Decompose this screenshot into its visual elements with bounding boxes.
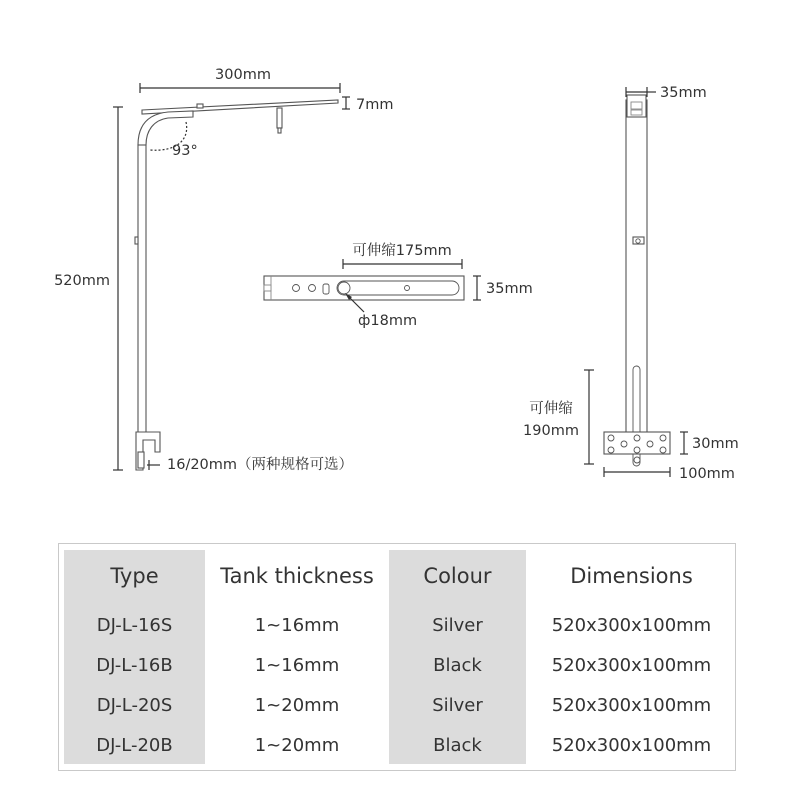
hole-diameter-label: ф18mm [358,313,418,329]
table-cell-type: DJ-L-20S [96,695,173,716]
arm-hole [293,285,300,292]
bend-joint [138,111,193,145]
table-cell-dimensions: 520x300x100mm [551,655,712,676]
arm-width-label: 35mm [486,281,533,297]
base-hole [647,441,653,447]
clamp-size-label: 16/20mm（两种规格可选） [167,457,354,473]
header-dimensions: Dimensions [570,564,693,588]
table-cell-thickness: 1~20mm [254,695,340,716]
base-hole [634,447,640,453]
table-cell-colour: Black [433,655,482,676]
arm-notch [264,285,271,291]
arm-slot-end [338,282,350,294]
arm-peg-tip [278,128,281,133]
table-cell-thickness: 1~16mm [254,655,340,676]
table-cell-colour: Black [433,735,482,756]
base-hole [634,457,640,463]
spec-table [58,543,736,771]
angle-label: 93° [172,143,198,159]
base-width-label: 100mm [679,466,735,482]
base-hole [621,441,627,447]
arm-thickness-label: 7mm [356,97,394,113]
table-cell-dimensions: 520x300x100mm [551,735,712,756]
base-height-label: 30mm [692,436,739,452]
table-cell-colour: Silver [432,615,483,636]
base-hole [608,435,614,441]
pole-knob [135,237,138,244]
header-colour: Colour [423,564,492,588]
front-extend-label-line1: 可伸缩 [529,401,573,417]
arm-knob [197,104,203,108]
front-extend-label-line2: 190mm [523,423,579,439]
header-type: Type [110,564,159,588]
table-cell-thickness: 1~16mm [254,615,340,636]
front-knob-hole [636,239,640,243]
base-hole [660,435,666,441]
arm-slot-pin [405,286,410,291]
vertical-pole [138,145,146,435]
side-view [54,67,393,473]
table-cell-dimensions: 520x300x100mm [551,695,712,716]
header-tank-thickness: Tank thickness [220,564,374,588]
table-cell-type: DJ-L-16B [96,655,173,676]
table-cell-type: DJ-L-16S [96,615,173,636]
side-height-label: 520mm [54,273,110,289]
table-cell-colour: Silver [432,695,483,716]
side-width-label: 300mm [215,67,271,83]
base-hole [660,447,666,453]
arm-hole [309,285,316,292]
arm-hole [323,284,329,294]
table-cell-dimensions: 520x300x100mm [551,615,712,636]
clamp-screw [138,452,144,468]
table-cell-thickness: 1~20mm [254,735,340,756]
front-cap-detail [631,110,642,115]
front-top-width-label: 35mm [660,85,707,101]
arm-extend-label: 可伸缩175mm [352,243,452,259]
front-cap-detail [631,102,642,109]
base-hole [634,435,640,441]
base-hole [608,447,614,453]
front-view [523,85,739,482]
table-cell-type: DJ-L-20B [96,735,173,756]
arm-peg [277,108,282,128]
arm-slot [337,281,459,295]
arm-detail [264,242,533,329]
